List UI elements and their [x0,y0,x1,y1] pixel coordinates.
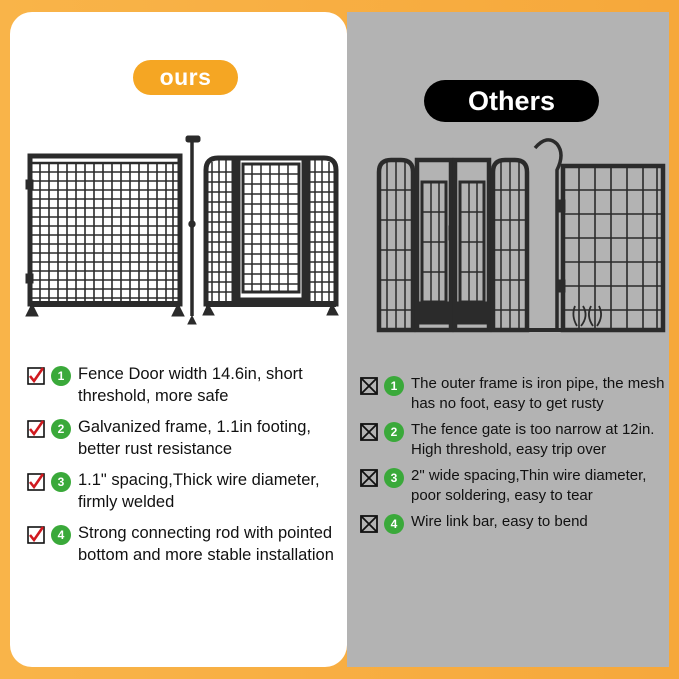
list-item [26,470,347,514]
item-number: 2 [51,419,71,439]
item-number: 1 [51,366,71,386]
ours-badge: ours [133,60,238,95]
others-fence-illustration [367,130,667,350]
item-text: Fence Door width 14.6in, short threshold, more safe [78,365,303,405]
item-text: The fence gate is too narrow at 12in. High threshold, easy trip over [411,421,655,458]
check-icon [26,472,46,492]
item-number: 4 [51,525,71,545]
cross-icon [359,468,379,488]
ours-panel [10,12,347,667]
ours-fence-illustration [16,124,341,339]
list-item [359,512,669,534]
cross-icon [359,514,379,534]
item-number: 2 [384,422,404,442]
item-text: Galvanized frame, 1.1in footing, better rust resistance [78,417,311,458]
others-badge: Others [424,80,599,122]
check-icon [26,366,46,386]
item-number: 1 [384,376,404,396]
item-text: The outer frame is iron pipe, the mesh has no foot, easy to get rusty [411,375,665,412]
list-item [359,466,669,505]
others-panel [347,12,669,667]
item-number: 3 [384,468,404,488]
item-text: Strong connecting rod with pointed bottom and more stable installation [78,523,334,564]
list-item [26,523,347,567]
list-item [26,417,347,461]
cross-icon [359,376,379,396]
others-feature-list [359,374,669,541]
item-text: 2" wide spacing,Thin wire diameter, poor soldering, easy to tear [411,467,647,504]
list-item [26,364,347,408]
cross-icon [359,422,379,442]
list-item [359,420,669,459]
item-number: 4 [384,514,404,534]
item-text: Wire link bar, easy to bend [411,513,588,530]
ours-feature-list [26,364,347,576]
check-icon [26,419,46,439]
list-item [359,374,669,413]
check-icon [26,525,46,545]
item-text: 1.1" spacing,Thick wire diameter, firmly welded [78,470,320,511]
item-number: 3 [51,472,71,492]
